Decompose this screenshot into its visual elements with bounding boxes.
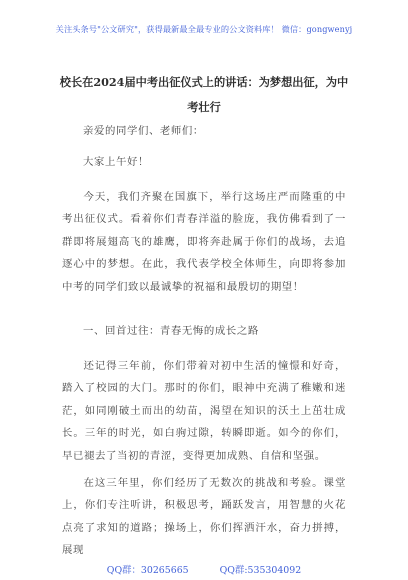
header-banner: 关注头条号"公文研究"，获得最新最全最专业的公文资料库！ 微信：gongwenyj bbox=[55, 24, 353, 34]
paragraph-2: 还记得三年前，你们带着对初中生活的憧憬和好奇，踏入了校园的大门。那时的你们，眼神中充满了稚嫩和迷茫，如同刚破土而出的幼苗，渴望在知识的沃土上茁壮成长。三年的时光，如白驹过隙，转瞬即逝。如今的你们，早已褪去了当初的青涩，变得更加成熟、自信和坚强。 bbox=[62, 360, 346, 462]
footer-qq-groups bbox=[0, 562, 408, 576]
document-title bbox=[40, 70, 368, 120]
greeting: 亲爱的同学们、老师们： bbox=[83, 125, 204, 137]
paragraph-1: 今天，我们齐聚在国旗下，举行这场庄严而隆重的中考出征仪式。看着你们青春洋溢的脸庞，我仿佛看到了一群即将展翅高飞的雄鹰，即将奔赴属于你们的战场，去追逐心中的梦想。在此，我代表学校全体师生，向即将参加中考的同学们致以最诚挚的祝福和最殷切的期望！ bbox=[62, 191, 346, 293]
qq-group-1: QQ群：30265665 bbox=[106, 565, 189, 576]
section-heading-1: 一、回首过往：青春无悔的成长之路 bbox=[83, 325, 259, 337]
paragraph-3: 在这三年里，你们经历了无数次的挑战和考验。课堂上，你们专注听讲，积极思考，踊跃发言，用智慧的火花点亮了求知的道路；操场上，你们挥洒汗水，奋力拼搏，展现 bbox=[62, 477, 346, 557]
title-line-2: 考壮行 bbox=[187, 100, 221, 114]
title-line-1: 校长在2024届中考出征仪式上的讲话：为梦想出征，为中 bbox=[59, 75, 349, 89]
qq-group-2: QQ群:535304092 bbox=[219, 565, 302, 576]
hello-line: 大家上午好！ bbox=[83, 156, 149, 168]
